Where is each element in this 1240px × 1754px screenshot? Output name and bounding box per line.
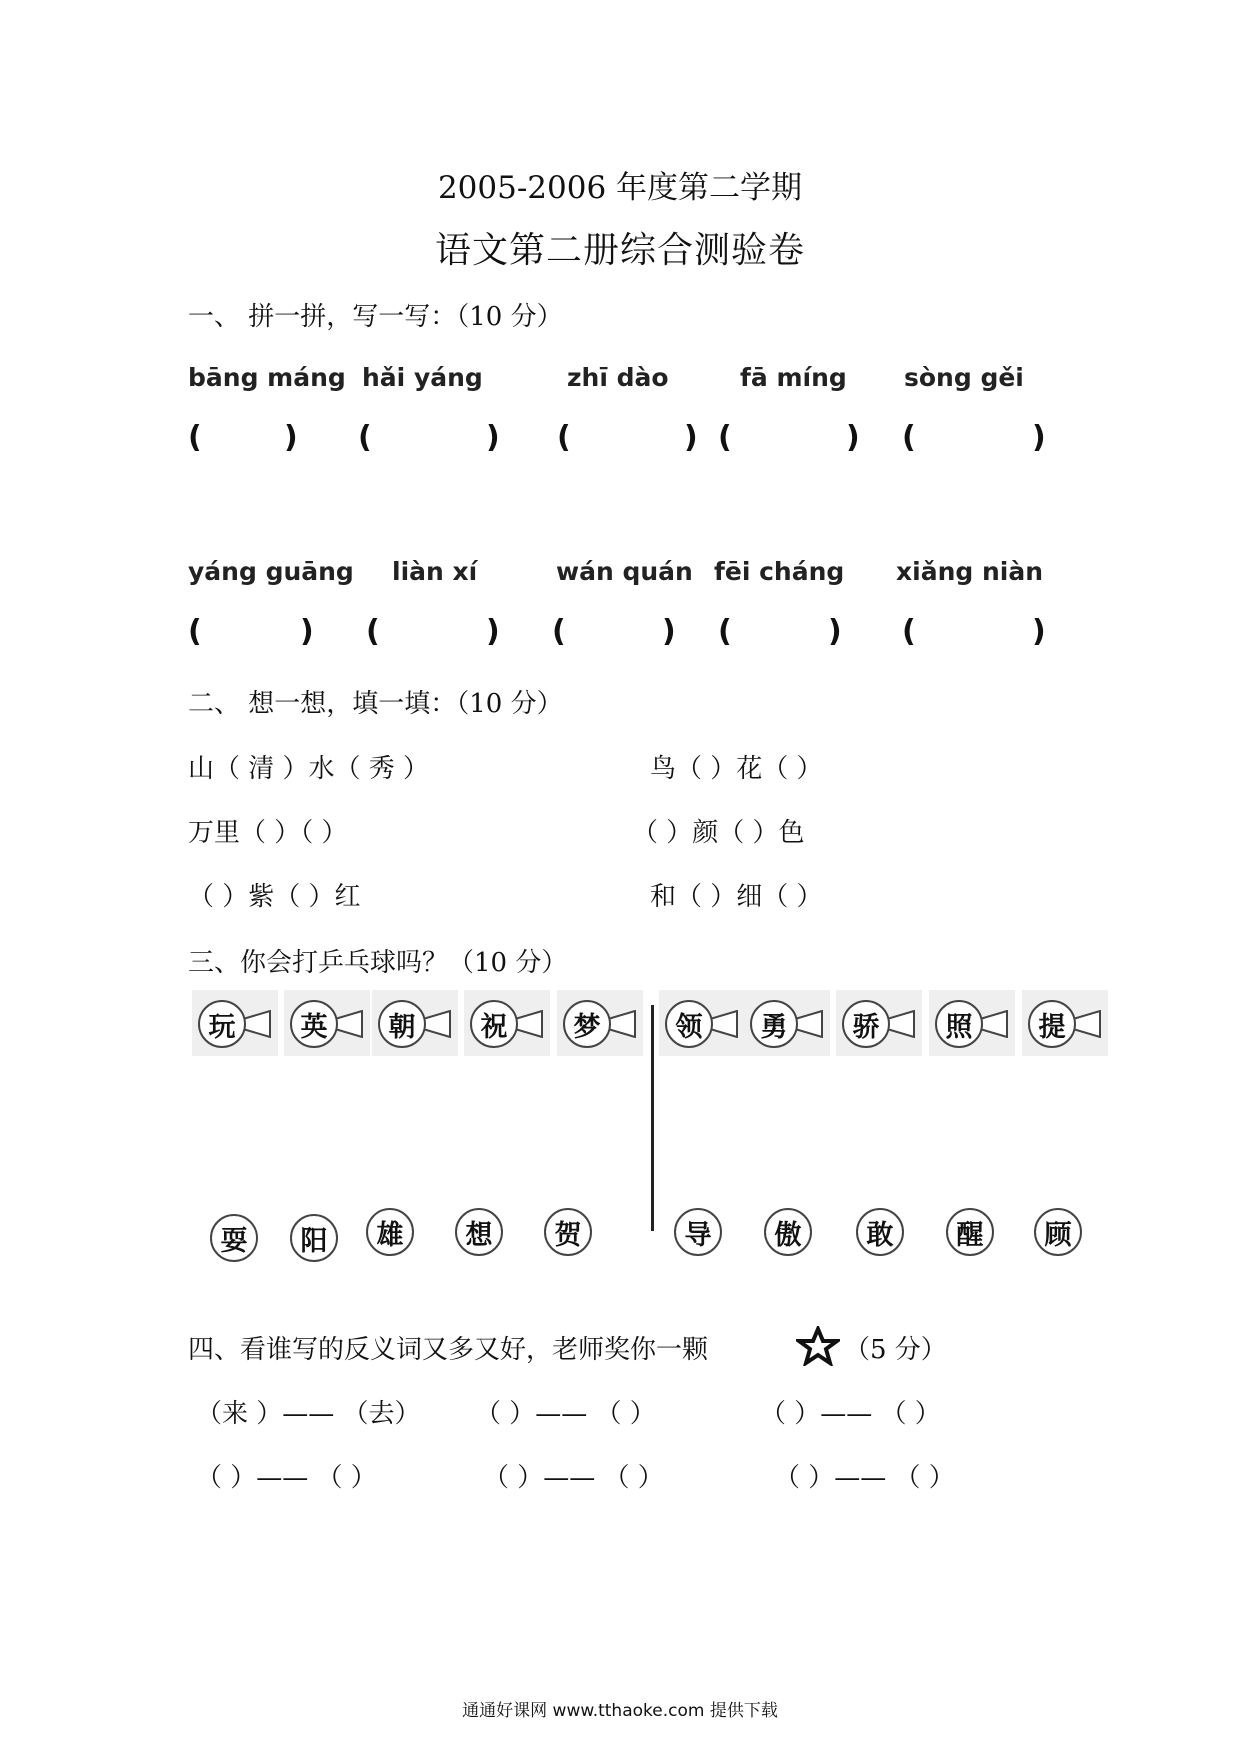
fill-blank-item: （ ）颜（ ）色 <box>632 818 805 848</box>
fill-blank-item: 和（ ）细（ ） <box>650 882 823 912</box>
footer-credit: 通通好课网 www.tthaoke.com 提供下载 <box>462 1701 778 1721</box>
answer-close-paren: ) <box>828 614 842 649</box>
paddle-handle-icon <box>886 1010 916 1038</box>
answer-close-paren: ) <box>684 420 698 455</box>
pinyin-item: bāng máng <box>188 363 346 392</box>
answer-close-paren: ) <box>300 614 314 649</box>
answer-open-paren: ( <box>366 614 380 649</box>
pinyin-item: wán quán <box>556 557 693 586</box>
answer-open-paren: ( <box>557 420 571 455</box>
paddle-character[interactable]: 祝 <box>470 1000 518 1048</box>
section3-heading: 三、你会打乒乓球吗？（10 分） <box>188 948 568 978</box>
answer-close-paren: ) <box>846 420 860 455</box>
answer-open-paren: ( <box>552 614 566 649</box>
ball-character[interactable]: 耍 <box>210 1214 258 1262</box>
paddle-character[interactable]: 英 <box>290 1000 338 1048</box>
paddle-handle-icon <box>242 1010 272 1038</box>
answer-open-paren: ( <box>902 614 916 649</box>
pinyin-item: fā míng <box>740 363 847 392</box>
ball-character[interactable]: 贺 <box>544 1208 592 1256</box>
paddle-character[interactable]: 朝 <box>378 1000 426 1048</box>
paddle-character[interactable]: 梦 <box>563 1000 611 1048</box>
antonym-pair: （ ）—— （ ） <box>760 1399 941 1429</box>
ball-character[interactable]: 顾 <box>1034 1208 1082 1256</box>
exam-term: 2005-2006 年度第二学期 <box>437 170 803 206</box>
fill-blank-item: 山（ 清 ）水（ 秀 ） <box>188 754 430 784</box>
exam-title: 语文第二册综合测验卷 <box>434 230 805 271</box>
section2-heading: 二、 想一想，填一填：（10 分） <box>188 689 563 719</box>
antonym-pair: （ ）—— （ ） <box>483 1463 664 1493</box>
paddle-handle-icon <box>794 1010 824 1038</box>
answer-open-paren: ( <box>188 614 202 649</box>
star-outline-icon <box>796 1326 840 1366</box>
paddle-handle-icon <box>709 1010 739 1038</box>
answer-close-paren: ) <box>486 420 500 455</box>
ball-character[interactable]: 敢 <box>856 1208 904 1256</box>
ball-character[interactable]: 想 <box>455 1208 503 1256</box>
section4-heading: 四、看谁写的反义词又多又好，老师奖你一颗 <box>188 1335 709 1365</box>
paddle-handle-icon <box>334 1010 364 1038</box>
paddle-character[interactable]: 勇 <box>750 1000 798 1048</box>
answer-open-paren: ( <box>718 614 732 649</box>
ball-character[interactable]: 雄 <box>366 1208 414 1256</box>
paddle-handle-icon <box>1072 1010 1102 1038</box>
antonym-pair: （来 ）—— （去） <box>196 1399 421 1429</box>
antonym-pair: （ ）—— （ ） <box>196 1463 377 1493</box>
paddle-character[interactable]: 骄 <box>842 1000 890 1048</box>
paddle-character[interactable]: 照 <box>935 1000 983 1048</box>
pinyin-item: fēi cháng <box>714 557 845 586</box>
paddle-character[interactable]: 玩 <box>198 1000 246 1048</box>
paddle-handle-icon <box>607 1010 637 1038</box>
answer-open-paren: ( <box>358 420 372 455</box>
answer-close-paren: ) <box>662 614 676 649</box>
paddle-character[interactable]: 提 <box>1028 1000 1076 1048</box>
fill-blank-item: 鸟（ ）花（ ） <box>650 754 823 784</box>
answer-close-paren: ) <box>486 614 500 649</box>
ball-character[interactable]: 导 <box>674 1208 722 1256</box>
paddle-handle-icon <box>979 1010 1009 1038</box>
answer-close-paren: ) <box>1032 420 1046 455</box>
section4-score: （5 分） <box>844 1335 947 1365</box>
paddle-character[interactable]: 领 <box>665 1000 713 1048</box>
pinyin-item: yáng guāng <box>188 557 354 586</box>
antonym-pair: （ ）—— （ ） <box>475 1399 656 1429</box>
answer-open-paren: ( <box>188 420 202 455</box>
ball-character[interactable]: 傲 <box>764 1208 812 1256</box>
pinyin-item: xiǎng niàn <box>896 557 1043 586</box>
pinyin-item: sòng gěi <box>904 363 1024 392</box>
answer-open-paren: ( <box>718 420 732 455</box>
ball-character[interactable]: 阳 <box>290 1214 338 1262</box>
paddle-handle-icon <box>514 1010 544 1038</box>
ball-character[interactable]: 醒 <box>946 1208 994 1256</box>
answer-open-paren: ( <box>902 420 916 455</box>
answer-close-paren: ) <box>284 420 298 455</box>
pinyin-item: zhī dào <box>567 363 669 392</box>
divider-line <box>651 1005 654 1231</box>
fill-blank-item: 万里（ ）（ ） <box>188 818 348 848</box>
section1-heading: 一、 拼一拼，写一写：（10 分） <box>188 302 563 332</box>
answer-close-paren: ) <box>1032 614 1046 649</box>
antonym-pair: （ ）—— （ ） <box>774 1463 955 1493</box>
pinyin-item: hǎi yáng <box>362 363 483 392</box>
pinyin-item: liàn xí <box>392 557 478 586</box>
fill-blank-item: （ ）紫（ ）红 <box>188 882 361 912</box>
paddle-handle-icon <box>422 1010 452 1038</box>
